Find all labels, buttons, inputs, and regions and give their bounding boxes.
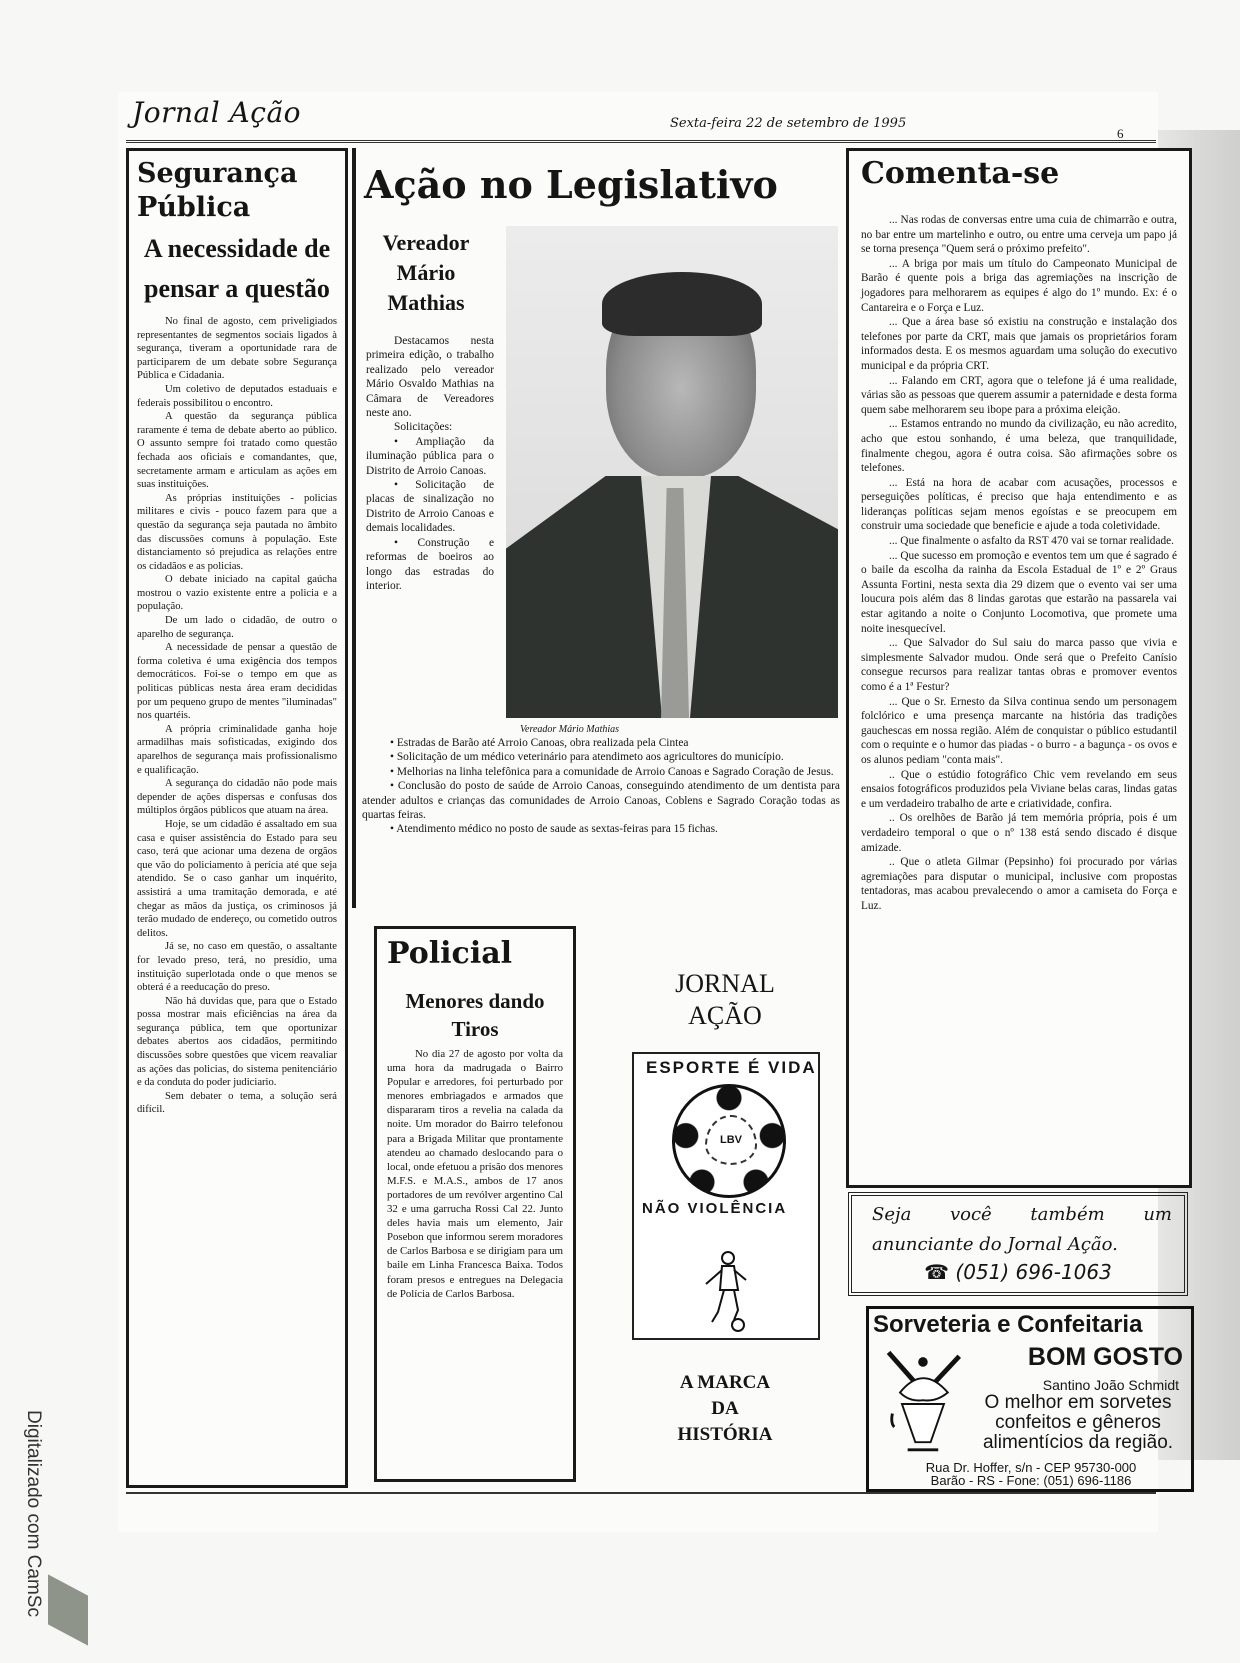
promo-tagline-1: A MARCA	[679, 1372, 771, 1393]
article-paragraph: A necessidade de pensar a questão de forma coletiva é uma exigência dos tempos democráticos. Foi-se o tempo em que as politicas públicas nesta área eram decididas por um pequeno grupo de mentes "iluminadas" nos quartéis.	[137, 642, 337, 722]
section-title-policial: Policial	[387, 936, 513, 971]
comenta-se-item: ... Está na hora de acabar com acusações, processos e perseguições políticas, é preciso que haja entendimento e as lideranças políticas sejam menos egoístas e se preocupem em construir uma sociedade que beneficie e ajude a toda coletividade.	[861, 476, 1177, 533]
solicitacao-item: • Ampliação da iluminação pública para o Distrito de Arroio Canoas.	[366, 435, 494, 477]
article-paragraph: Hoje, se um cidadão é assaltado em sua casa e quiser assistência do Estado para seu caso, terá que acionar uma dezena de orgãos que vão do policiamento à perícia até que seja atendido. Se o caso ganhar um inquérito, assistirá a uma tramitação demorada, e até chegar as mãos da justiça, os criminosos já terão mudado de endereço, ou cometido outros delitos.	[137, 818, 337, 939]
solicitacao-item: • Solicitação de placas de sinalização no Distrito de Arroio Canoas e demais localidades.	[366, 479, 494, 535]
article-paragraph: A segurança do cidadão não pode mais depender de ações dispersas e confusas dos múltiplos órgãos públicos que atuam na área.	[137, 778, 337, 817]
header-rule	[126, 140, 1156, 143]
logo-text-bottom: NÃO VIOLÊNCIA	[642, 1200, 788, 1217]
comenta-se-item: .. Que o atleta Gilmar (Pepsinho) foi procurado por várias agremiações para disputar o municipal, inclusive com propostas tentadoras, mas acabou prevalecendo o amor a camiseta do Força e Luz.	[861, 856, 1177, 912]
photo-caption: Vereador Mário Mathias	[520, 724, 620, 735]
article-paragraph: O debate iniciado na capital gaúcha mostrou o vazio existente entre a policia e a população.	[137, 574, 337, 613]
sorveteria-address-2: Barão - RS - Fone: (051) 696-1186	[930, 1473, 1132, 1488]
telephone-icon: ☎	[924, 1260, 950, 1284]
soccer-ball-icon	[672, 1084, 786, 1198]
promo-tagline-2: DA	[711, 1398, 739, 1419]
promo-tagline	[620, 1370, 830, 1448]
article-body-seguranca	[137, 315, 337, 1117]
legislativo-items-narrow	[366, 435, 494, 593]
sorveteria-name: BOM GOSTO	[1027, 1343, 1183, 1371]
promo-name-line1: JORNAL	[675, 969, 775, 998]
article-headline-policial: Menores dando Tiros	[405, 989, 545, 1041]
article-paragraph: No final de agosto, cem priveligiados representantes de segmentos sociais ligados à segurança, tiveram a oportunidade rara de participarem de um debate sobre Segurança Pública e Cidadania.	[137, 316, 337, 382]
legislativo-list-title: Solicitações:	[394, 421, 453, 434]
ad-jornal-phone: (051) 696-1063	[955, 1260, 1112, 1284]
page-number: 6	[1117, 126, 1124, 141]
soccer-player-icon	[698, 1250, 754, 1332]
ad-jornal-text: Seja você também um anunciante do Jornal Ação.	[872, 1204, 1172, 1255]
promo-name	[620, 968, 830, 1032]
section-title-comenta-se: Comenta-se	[861, 156, 1060, 191]
scan-corner-artifact	[48, 1574, 88, 1645]
solicitacao-item: • Atendimento médico no posto de saude as sextas-feiras para 15 fichas.	[390, 823, 718, 836]
article-subhead-legislativo: Vereador Mário Mathias	[382, 230, 470, 315]
ad-jornal-phone-row	[852, 1260, 1184, 1284]
sorveteria-title: Sorveteria e Confeitaria	[873, 1311, 1143, 1338]
legislativo-intro-column	[366, 334, 494, 593]
logo-center-text: LBV	[720, 1134, 742, 1146]
issue-date: Sexta-feira 22 de setembro de 1995	[670, 116, 907, 131]
sorveteria-address	[873, 1461, 1189, 1487]
solicitacao-item: • Construção e reformas de boeiros ao longo das estradas do interior.	[366, 536, 494, 592]
sorveteria-advertisement	[866, 1306, 1194, 1492]
article-paragraph: De um lado o cidadão, de outro o aparelho de segurança.	[137, 615, 337, 640]
footer-rule	[126, 1492, 1156, 1494]
heart-icon	[705, 1115, 757, 1165]
article-paragraph: As próprias instituições - policias militares e civis - pouco fazem para que a questão da segurança seja pautada no âmbito das discussões comuns à população. Este distanciamento só prejudica as relações entre os cidadãos e as policias.	[137, 492, 337, 572]
comenta-se-item: ... Que sucesso em promoção e eventos tem um que é sagrado é o baile da escolha da rainha da Escola Estadual de 1º e 2º Graus Assunta Fortini, nesta sexta dia 29 dizem que o evento vai ser uma loucura pois além das 8 lindas garotas que estarão na passarela vai estar agitando a noite o Conjunto Locomotiva, que promete uma noite inesquecível.	[861, 549, 1177, 635]
solicitacao-item: • Conclusão do posto de saúde de Arroio Canoas, conseguindo atendimento de um dentista para atender adultos e crianças das comunidades de Arroio Canoas, Coblens e Sagrado Coração todas as quartas feiras.	[362, 780, 840, 822]
vereador-portrait-photo	[506, 226, 838, 718]
policial-body: No dia 27 de agosto por volta da uma hora da madrugada o Bairro Popular e arredores, foi perturbado por menores embriagados e armados que dispararam tiros a revelia na calada da noite. Um morador do Bairro telefonou para a Brigada Militar que prontamente atendeu ao chamado deslocando para o local, onde efetuou a prisão dos menores M.F.S. e M.A.S., ambos de 17 anos portadores de um revólver argentino Cal 32 e uma garrucha Rossi Cal 22. Junto deles havia mais um elemento, Jair Posebon que informou serem moradores de Carlos Barbosa e se dirigiam para um baile em Linha Francesca Baixa. Todos foram presos e entregues na Delegacia de Polícia de Carlos Barbosa.	[387, 1048, 563, 1300]
comenta-se-item: ... Estamos entrando no mundo da civilização, eu não acredito, acho que estou sonhando, é uma beleza, que tranquilidade, finalmente chegou, agora é outra coisa. São afirmações sobre os telefones.	[861, 418, 1177, 475]
masthead-title: Jornal Ação	[132, 96, 302, 129]
comenta-se-item: ... Falando em CRT, agora que o telefone já é uma realidade, várias são as pessoas que querem assumir a paternidade e desta forma quem sabe melhorarem seu ibope para a próxima eleição.	[861, 374, 1177, 416]
comenta-se-item: ... Que o Sr. Ernesto da Silva continua sendo um personagem folclórico e uma presença marcante na história das tradições gauchescas em nossa região. Além de conquistar o público estudantil com o requinte e o humor das piadas - o burro - a bagunça - os ovos e os alunos pediam "conta mais".	[861, 695, 1177, 766]
solicitacao-item: • Estradas de Barão até Arroio Canoas, obra realizada pela Cintea	[390, 737, 689, 749]
comenta-se-item: ... Que Salvador do Sul saiu do marca passo que vivia e simplesmente Salvador mudou. Onde será que o Prefeito Canísio consegue recursos para realizar tantas obras e promover eventos como é a 1ª Festur?	[861, 637, 1177, 693]
comenta-se-item: .. Que o estúdio fotográfico Chic vem revelando em seus ensaios fotográficos produzidos pela Viviane belas caras, lindas gatas e um verdadeiro trabalho de arte e criatividade, confira.	[861, 768, 1177, 810]
solicitacao-item: • Melhorias na linha telefônica para a comunidade de Arroio Canoas e Sagrado Coração de Jesus.	[390, 765, 834, 778]
section-title-seguranca: Segurança Pública	[137, 158, 298, 223]
comenta-se-item: ... Nas rodas de conversas entre uma cuia de chimarrão e outra, no bar entre um martelinho e outro, ou entre uma cerveja um papo já se torna presença "Quem será o próximo prefeito".	[861, 214, 1177, 256]
comenta-se-item: ... A briga por mais um título do Campeonato Municipal de Barão é quente pois a briga das agremiações na inscrição de jogadores para melhorarem as equipes é algo do 1º mundo. Ex: é o Cantareira e o Força e Luz.	[861, 257, 1177, 314]
portrait-hair	[602, 272, 762, 336]
article-paragraph: A própria criminalidade ganha hoje armadilhas mais sofisticadas, exigindo dos aparelhos de segurança mais profissionalismo e qualificação.	[137, 723, 337, 776]
jornal-acao-advertisement	[848, 1192, 1188, 1296]
sorveteria-address-1: Rua Dr. Hoffer, s/n - CEP 95730-000	[925, 1460, 1137, 1475]
article-body-policial	[387, 1047, 563, 1301]
scanner-watermark: Digitalizado com CamSc	[23, 1410, 44, 1617]
comenta-se-column	[846, 148, 1192, 1188]
article-paragraph: Não há duvidas que, para que o Estado possa mostrar mais eficiências na área da segurança pública, tem que oportunizar debates abertos aos cidadãos, permitindo discussões sobre questões que vicem reavaliar as ações das policias, do sistema penitenciário e da conduta do poder judiciario.	[137, 995, 337, 1089]
ice-cream-sundae-icon	[879, 1345, 965, 1463]
comenta-se-body	[861, 213, 1177, 914]
seguranca-article	[126, 148, 348, 1488]
comenta-se-item: .. Os orelhões de Barão já tem memória própria, pois é um verdadeiro temporal o que o nº 138 está sendo discado é disque amizade.	[861, 812, 1177, 854]
article-headline-seguranca: A necessidade de pensar a questão	[143, 234, 331, 303]
solicitacao-item: • Solicitação de um médico veterinário para atendimeto aos agricultores do município.	[390, 751, 784, 764]
article-headline-legislativo: Ação no Legislativo	[364, 162, 778, 207]
policial-article	[374, 926, 576, 1482]
legislativo-items-wide	[356, 736, 840, 837]
comenta-se-item: ... Que a área base só existiu na construção e instalação dos telefones por parte da CRT, mais que jamais os proprietários foram informados desta. E os mesmos aguardam uma solução do executivo municipal e da própria CRT.	[861, 316, 1177, 372]
sorveteria-owner: Santino João Schmidt	[1042, 1377, 1179, 1393]
legislativo-intro: Destacamos nesta primeira edição, o trabalho realizado pelo vereador Mário Osvaldo Mathias na Câmara de Vereadores neste ano.	[366, 335, 494, 420]
promo-name-line2: AÇÃO	[688, 1001, 762, 1030]
article-paragraph: A questão da segurança pública raramente é tema de debate aberto ao público. O assunto sempre foi tratado como questão fechada aos oficiais e comandantes, que, secretamente armam e articulam as ações em suas instituições.	[137, 411, 337, 491]
logo-text-top: ESPORTE É VIDA	[646, 1058, 817, 1077]
promo-tagline-3: HISTÓRIA	[677, 1424, 773, 1445]
comenta-se-item: ... Que finalmente o asfalto da RST 470 vai se tornar realidade.	[889, 535, 1174, 548]
sorveteria-slogan: O melhor em sorvetes confeitos e gêneros alimentícios da região.	[982, 1392, 1174, 1453]
article-paragraph: Já se, no caso em questão, o assaltante for levado preso, terá, no presídio, uma instituição superlotada onde o que menos se obterá é a reeducação do preso.	[137, 941, 337, 994]
esporte-e-vida-logo	[632, 1052, 820, 1340]
article-paragraph: Sem debater o tema, a solução será difícil.	[137, 1090, 337, 1116]
article-paragraph: Um coletivo de deputados estaduais e federais possibilitou o encontro.	[137, 383, 337, 409]
